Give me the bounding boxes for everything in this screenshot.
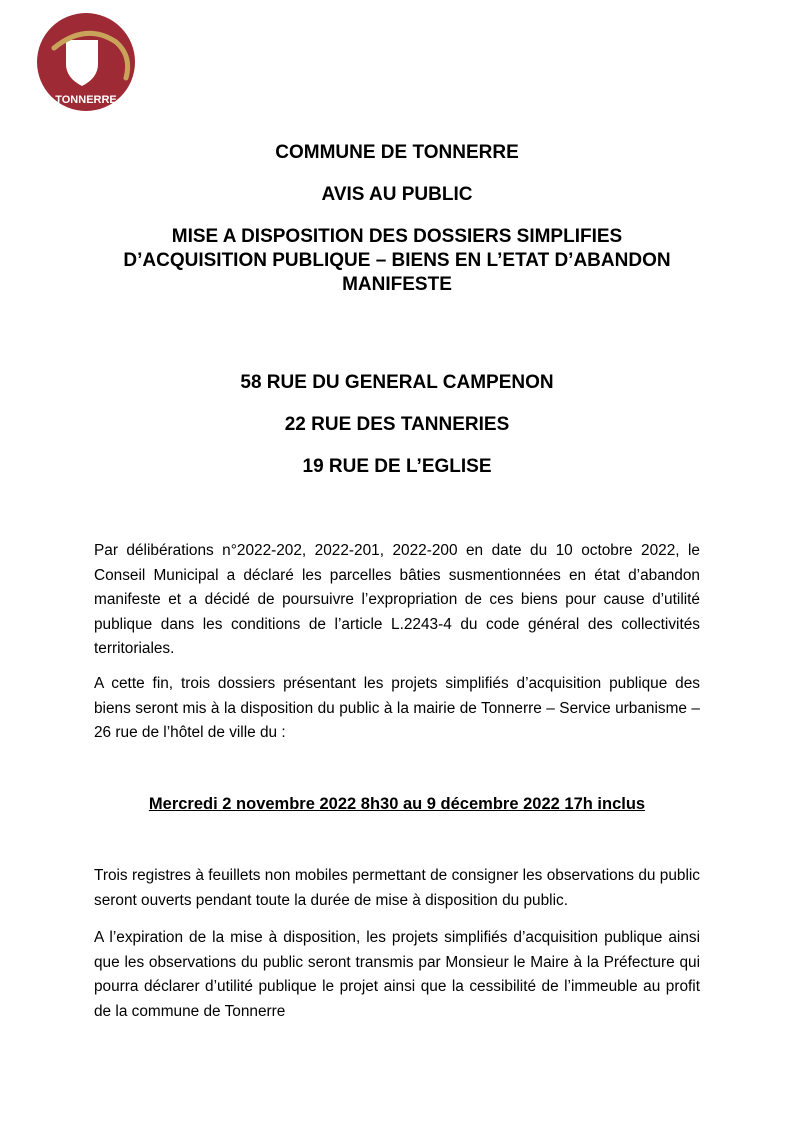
notice-header — [0, 141, 794, 297]
subject-line-2: D’ACQUISITION PUBLIQUE – BIENS EN L’ETAT D’ABANDON — [123, 250, 671, 271]
address-item: 22 RUE DES TANNERIES — [284, 414, 510, 435]
subject-line-3: MANIFESTE — [342, 274, 452, 295]
logo-label: TONNERRE — [55, 94, 117, 106]
commune-title: COMMUNE DE TONNERRE — [275, 142, 519, 163]
paragraph-expiration: A l’expiration de la mise à disposition, les projets simplifiés d’acquisition publique ainsi que les observations du public seront transmis par Monsieur le Maire à la Préfecture qui pourra déclarer d’utilité publique le projet ainsi que la cessibilité de l’immeuble au profit de la commune de Tonnerre — [94, 929, 700, 1020]
address-item: 19 RUE DE L’EGLISE — [302, 456, 492, 477]
tonnerre-logo-graphic — [36, 12, 136, 112]
address-item: 58 RUE DU GENERAL CAMPENON — [240, 372, 554, 393]
tonnerre-logo — [36, 12, 136, 112]
availability-period: Mercredi 2 novembre 2022 8h30 au 9 décembre 2022 17h inclus — [148, 795, 646, 813]
paragraph-registers: Trois registres à feuillets non mobiles permettant de consigner les observations du public seront ouverts pendant toute la durée de mise à disposition du public. — [94, 867, 700, 909]
subject-line-1: MISE A DISPOSITION DES DOSSIERS SIMPLIFIES — [171, 226, 623, 247]
notice-type: AVIS AU PUBLIC — [321, 184, 473, 205]
paragraph-availability: A cette fin, trois dossiers présentant les projets simplifiés d’acquisition publique des biens seront mis à la disposition du public à la mairie de Tonnerre – Service urbanisme – 26 rue de l’hôtel de ville du : — [94, 675, 700, 741]
paragraph-deliberations: Par délibérations n°2022-202, 2022-201, 2022-200 en date du 10 octobre 2022, le Conseil Municipal a déclaré les parcelles bâties susmentionnées en état d’abandon manifeste et a décidé de poursuivre l’expropriation de ces biens pour cause d’utilité publique dans les conditions de l’article L.2243-4 du code général des collectivités territoriales. — [94, 542, 700, 657]
property-addresses — [0, 371, 794, 497]
